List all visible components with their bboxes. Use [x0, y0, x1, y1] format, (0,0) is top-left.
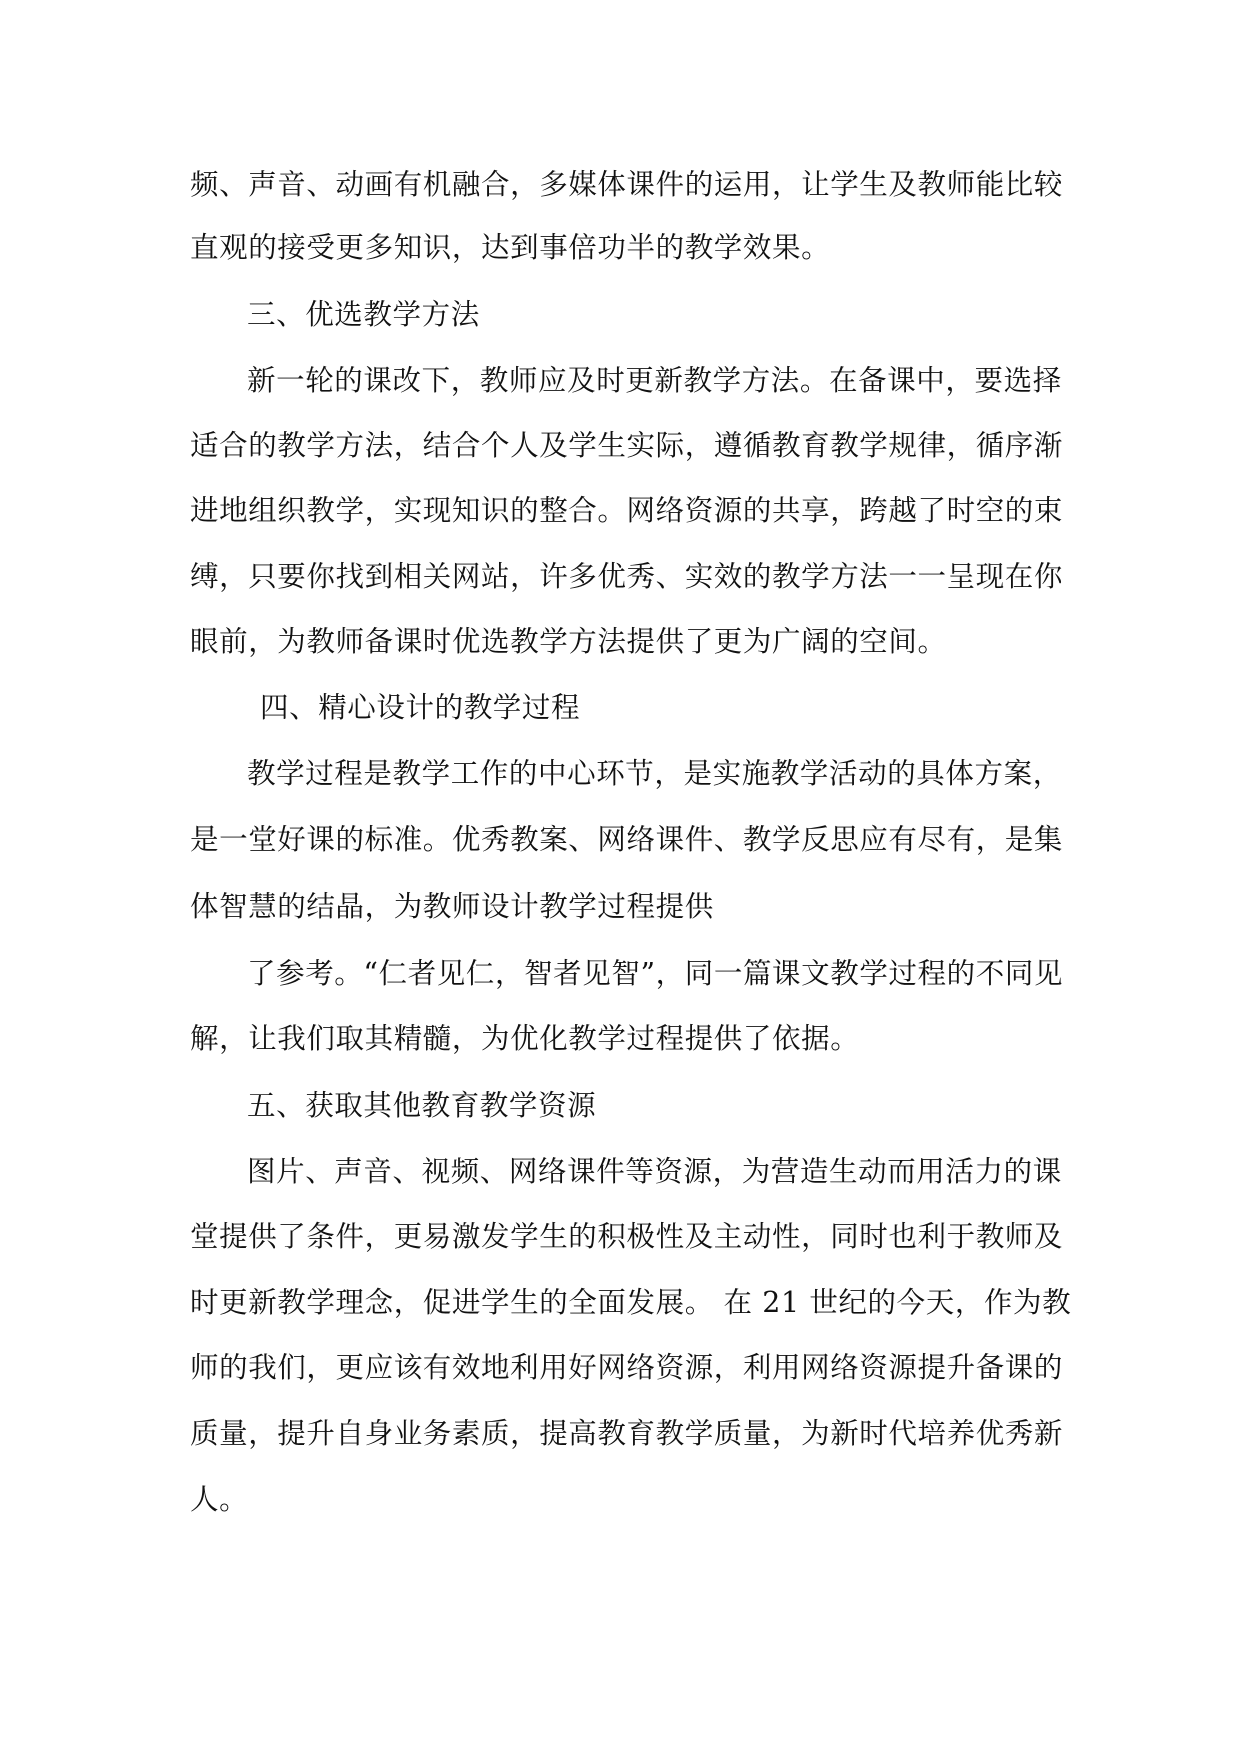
text-line: 缚，只要你找到相关网站，许多优秀、实效的教学方法一一呈现在你 — [190, 560, 1064, 593]
text-line: 时更新教学理念，促进学生的全面发展。 在 21 世纪的今天，作为教 — [190, 1286, 1072, 1319]
text-line: 体智慧的结晶，为教师设计教学过程提供 — [190, 890, 714, 923]
text-line: 眼前，为教师备课时优选教学方法提供了更为广阔的空间。 — [190, 625, 947, 658]
text-line: 新一轮的课改下，教师应及时更新教学方法。在备课中，要选择 — [247, 364, 1062, 397]
section-heading: 四、精心设计的教学过程 — [260, 691, 581, 724]
text-line: 解，让我们取其精髓，为优化教学过程提供了依据。 — [190, 1022, 860, 1055]
section-heading: 五、获取其他教育教学资源 — [247, 1089, 597, 1122]
text-line: 频、声音、动画有机融合，多媒体课件的运用，让学生及教师能比较 — [190, 168, 1064, 201]
text-line: 质量，提升自身业务素质，提高教育教学质量，为新时代培养优秀新 — [190, 1417, 1064, 1450]
text-line: 进地组织教学，实现知识的整合。网络资源的共享，跨越了时空的束 — [190, 494, 1064, 527]
text-line: 直观的接受更多知识，达到事倍功半的教学效果。 — [190, 231, 831, 264]
section-heading: 三、优选教学方法 — [247, 298, 480, 331]
text-line: 了参考。“仁者见仁，智者见智”，同一篇课文教学过程的不同见 — [247, 957, 1064, 990]
text-line: 图片、声音、视频、网络课件等资源，为营造生动而用活力的课 — [247, 1155, 1062, 1188]
text-line: 教学过程是教学工作的中心环节，是实施教学活动的具体方案， — [247, 757, 1062, 790]
text-line: 是一堂好课的标准。优秀教案、网络课件、教学反思应有尽有，是集 — [190, 823, 1064, 856]
text-line: 堂提供了条件，更易激发学生的积极性及主动性，同时也利于教师及 — [190, 1220, 1064, 1253]
text-line: 师的我们，更应该有效地利用好网络资源，利用网络资源提升备课的 — [190, 1351, 1064, 1384]
text-line: 适合的教学方法，结合个人及学生实际，遵循教育教学规律，循序渐 — [190, 429, 1064, 462]
text-line: 人。 — [190, 1483, 249, 1516]
